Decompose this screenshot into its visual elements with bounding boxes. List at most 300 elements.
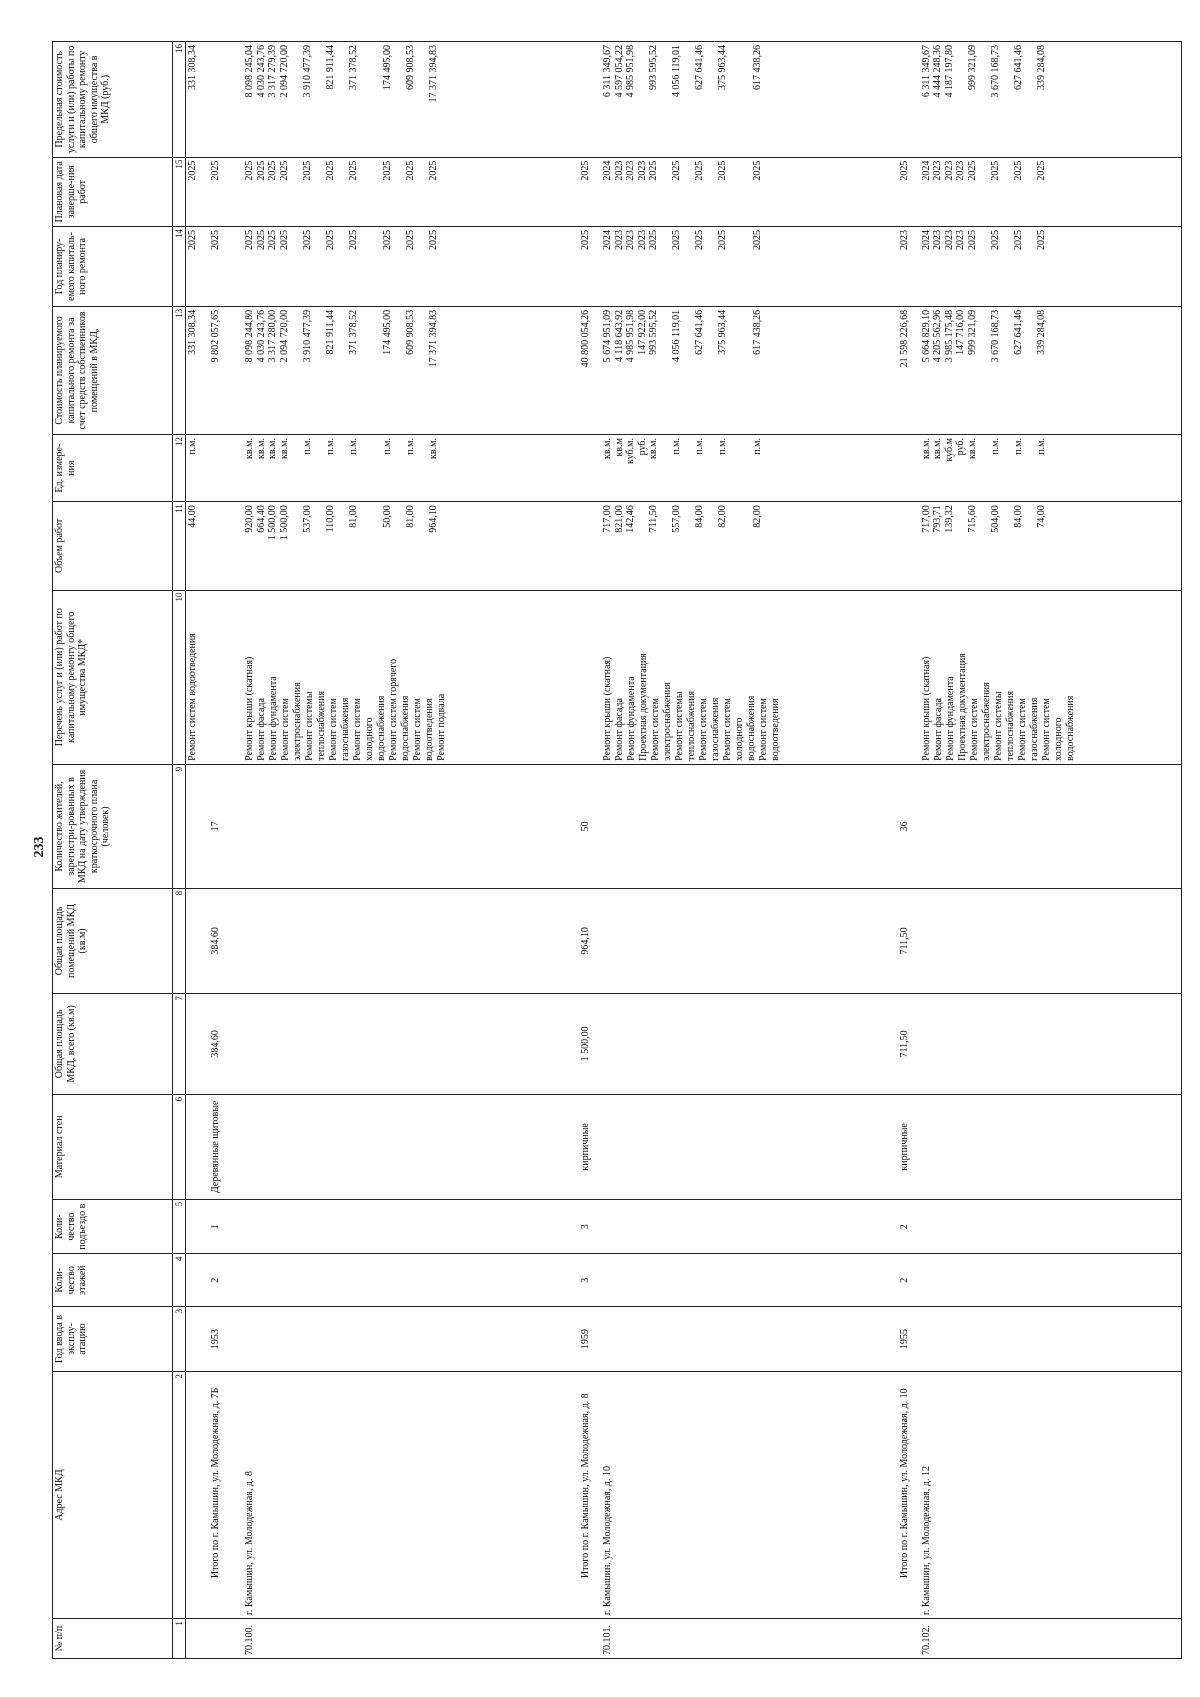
column-number: 10 bbox=[173, 590, 186, 764]
residents: 50 bbox=[579, 764, 601, 888]
empty-cell bbox=[601, 888, 898, 993]
work-name: Ремонт системы bbox=[674, 691, 686, 761]
repair-year: 2025 bbox=[209, 227, 243, 307]
repair-year: 2025 bbox=[278, 230, 290, 251]
repair-plan-table bbox=[52, 41, 1182, 1659]
total-label: Итого по г. Камышин, ул. Молодежная, д. 8 bbox=[579, 1372, 601, 1619]
work-volume: 793,71 bbox=[932, 505, 944, 533]
work-volume: 964,10 bbox=[428, 505, 440, 533]
work-name: Ремонт систем bbox=[412, 698, 424, 761]
wall-material: Деревянные щитовые bbox=[209, 1094, 243, 1199]
column-number: 7 bbox=[173, 993, 186, 1094]
empty-cell bbox=[243, 1094, 579, 1199]
column-header: Стоимость планируемого капитального ремонта за счет средств собственников помещений в МКД, bbox=[53, 306, 173, 434]
work-unit: кв.м. bbox=[966, 438, 978, 459]
limit-cost: 999 321,09 bbox=[966, 45, 978, 90]
area-total: 1 500,00 bbox=[579, 993, 601, 1094]
work-cost: 4 118 643,92 bbox=[613, 309, 625, 362]
empty-cell bbox=[920, 1094, 1178, 1199]
end-date: 2025 bbox=[671, 160, 683, 181]
limit-cost: 339 284,08 bbox=[1035, 45, 1047, 90]
repair-year: 2025 bbox=[1012, 230, 1024, 251]
work-cost: 339 284,08 bbox=[1035, 309, 1047, 355]
work-unit: руб. bbox=[955, 438, 967, 456]
work-name: Ремонт систем bbox=[352, 698, 364, 761]
limit-cost: 993 595,52 bbox=[648, 45, 660, 90]
work-name: холодного bbox=[734, 717, 746, 761]
work-unit: п.м. bbox=[751, 438, 763, 455]
area-total: 711,50 bbox=[898, 993, 920, 1094]
repair-year: 2023 bbox=[943, 230, 955, 251]
work-name: Ремонт систем горячего bbox=[388, 658, 400, 761]
year-built: 1953 bbox=[209, 1307, 243, 1372]
work-name: Ремонт систем bbox=[1016, 698, 1028, 761]
end-date: 2025 bbox=[428, 160, 440, 181]
column-header: Общая площадь МКД, всего (кв.м) bbox=[53, 993, 173, 1094]
work-unit: п.м. bbox=[324, 438, 336, 455]
work-unit-list bbox=[601, 435, 898, 502]
column-header: № п/п bbox=[53, 1619, 173, 1659]
work-volume-list bbox=[601, 502, 898, 590]
work-name: Ремонт систем bbox=[1040, 698, 1052, 761]
total-label: Итого по г. Камышин, ул. Молодежная, д. 7Б bbox=[209, 1372, 243, 1619]
work-unit-list bbox=[920, 435, 1178, 502]
end-date: 2025 bbox=[1012, 160, 1024, 181]
work-cost: 999 321,09 bbox=[966, 309, 978, 355]
column-number: 16 bbox=[173, 42, 186, 158]
work-cost: 371 378,52 bbox=[347, 309, 359, 355]
repair-year: 2023 bbox=[625, 230, 637, 251]
year-built: 1955 bbox=[898, 1307, 920, 1372]
work-unit: п.м. bbox=[1035, 438, 1047, 455]
work-cost: 4 985 951,98 bbox=[625, 309, 637, 363]
work-list bbox=[243, 590, 579, 764]
repair-year: 2024 bbox=[920, 230, 932, 251]
end-date: 2025 bbox=[301, 160, 313, 181]
limit-cost: 4 444 248,36 bbox=[932, 45, 944, 98]
work-cost: 331 308,34 bbox=[186, 306, 210, 434]
work-name: Ремонт систем bbox=[328, 698, 340, 761]
repair-year: 2025 bbox=[267, 230, 279, 251]
limit-cost: 3 910 477,39 bbox=[301, 45, 313, 98]
work-unit: кв.м. bbox=[932, 438, 944, 459]
work-volume: 81,00 bbox=[405, 505, 417, 528]
end-date: 2025 bbox=[324, 160, 336, 181]
empty-cell bbox=[920, 764, 1178, 888]
work-volume: 1 500,00 bbox=[278, 505, 290, 541]
work-unit: п.м. bbox=[301, 438, 313, 455]
work-volume: 920,00 bbox=[244, 505, 256, 533]
work-name: Ремонт систем bbox=[280, 698, 292, 761]
work-unit: п.м. bbox=[382, 438, 394, 455]
repair-year-list bbox=[243, 227, 579, 307]
end-date: 2024 bbox=[920, 160, 932, 181]
work-volume: 82,00 bbox=[751, 505, 763, 528]
limit-cost bbox=[637, 45, 649, 154]
work-name: теплоснабжения bbox=[686, 690, 698, 761]
work-name: Ремонт фундамента bbox=[944, 676, 956, 761]
end-date: 2025 bbox=[1035, 160, 1047, 181]
work-cost: 4 056 119,01 bbox=[671, 309, 683, 362]
work-volume: 81,00 bbox=[347, 505, 359, 528]
total-row bbox=[579, 42, 601, 1659]
column-header: Адрес МКД bbox=[53, 1372, 173, 1619]
total-cost: 9 802 057,65 bbox=[209, 306, 243, 434]
work-name: Ремонт системы bbox=[304, 691, 316, 761]
end-date: 2024 bbox=[602, 160, 614, 181]
table-filler bbox=[1177, 42, 1181, 1659]
column-header: Плановая дата заверше-ния работ bbox=[53, 157, 173, 226]
total-label: Итого по г. Камышин, ул. Молодежная, д. 10 bbox=[898, 1372, 920, 1619]
repair-year: 2023 bbox=[898, 227, 920, 307]
column-header: Год ввода в эксплу-атацию bbox=[53, 1307, 173, 1372]
empty-cell bbox=[920, 1199, 1178, 1254]
work-list bbox=[920, 590, 1178, 764]
empty-cell bbox=[243, 1307, 579, 1372]
work-volume: 557,00 bbox=[671, 505, 683, 533]
end-date: 2025 bbox=[209, 157, 243, 226]
limit-cost: 174 495,00 bbox=[382, 45, 394, 90]
work-cost: 174 495,00 bbox=[382, 309, 394, 355]
column-header: Коли-чество подъездо в bbox=[53, 1199, 173, 1254]
work-volume: 821,00 bbox=[613, 505, 625, 533]
end-date: 2023 bbox=[955, 160, 967, 181]
empty-cell bbox=[243, 993, 579, 1094]
work-name: Ремонт крыши (скатная) bbox=[920, 656, 932, 761]
entrances: 3 bbox=[579, 1199, 601, 1254]
work-name: Ремонт систем водоотведения bbox=[187, 633, 199, 761]
work-cost: 993 595,52 bbox=[648, 309, 660, 355]
work-volume: 711,50 bbox=[648, 505, 660, 533]
work-volume: 44,00 bbox=[186, 502, 210, 590]
work-volume: 84,00 bbox=[694, 505, 706, 528]
work-name: Ремонт систем bbox=[650, 698, 662, 761]
entrances: 2 bbox=[898, 1199, 920, 1254]
repair-year: 2025 bbox=[324, 230, 336, 251]
column-header: Коли-чество этажей bbox=[53, 1254, 173, 1307]
entrances: 1 bbox=[209, 1199, 243, 1254]
repair-year: 2023 bbox=[613, 230, 625, 251]
work-name: электроснабжения bbox=[292, 682, 304, 761]
end-date: 2025 bbox=[898, 157, 920, 226]
repair-year: 2025 bbox=[648, 230, 660, 251]
column-number: 2 bbox=[173, 1372, 186, 1619]
end-date: 2025 bbox=[966, 160, 978, 181]
work-unit: кв.м. bbox=[255, 438, 267, 459]
year-built: 1959 bbox=[579, 1307, 601, 1372]
end-date-list bbox=[920, 157, 1178, 226]
work-name: теплоснабжения bbox=[316, 690, 328, 761]
work-unit: кв.м. bbox=[602, 438, 614, 459]
work-cost: 147 716,00 bbox=[955, 309, 967, 355]
total-row bbox=[898, 42, 920, 1659]
row-number: 70.102. bbox=[920, 1619, 1178, 1659]
limit-cost: 3 317 279,39 bbox=[267, 45, 279, 98]
work-unit: куб.м. bbox=[625, 438, 637, 465]
limit-cost: 8 098 245,04 bbox=[244, 45, 256, 98]
end-date: 2025 bbox=[717, 160, 729, 181]
work-name: Проектная документация bbox=[956, 653, 968, 761]
house-block bbox=[243, 42, 579, 1659]
work-name: Ремонт фундамента bbox=[626, 676, 638, 761]
work-unit: п.м. bbox=[694, 438, 706, 455]
work-volume: 74,00 bbox=[1035, 505, 1047, 528]
work-name: Ремонт фасада bbox=[932, 698, 944, 761]
column-number: 12 bbox=[173, 435, 186, 502]
end-date: 2025 bbox=[244, 160, 256, 181]
work-list bbox=[601, 590, 898, 764]
work-name: водоотведения bbox=[424, 698, 436, 761]
empty-cell bbox=[601, 993, 898, 1094]
repair-year: 2025 bbox=[1035, 230, 1047, 251]
repair-year: 2025 bbox=[255, 230, 267, 251]
work-volume: 142,46 bbox=[625, 505, 637, 533]
column-number: 1 bbox=[173, 1619, 186, 1659]
column-number: 9 bbox=[173, 764, 186, 888]
limit-cost: 6 311 349,67 bbox=[602, 45, 614, 98]
house-block bbox=[601, 42, 898, 1659]
repair-year-list bbox=[920, 227, 1178, 307]
end-date: 2023 bbox=[636, 160, 648, 181]
work-volume: 110,00 bbox=[324, 505, 336, 533]
work-cost: 821 911,44 bbox=[324, 309, 336, 355]
work-unit: п.м. bbox=[989, 438, 1001, 455]
work-name: Проектная документация bbox=[638, 653, 650, 761]
house-address: г. Камышин, ул. Молодежная, д. 8 bbox=[243, 1372, 579, 1619]
empty-cell bbox=[920, 888, 1178, 993]
empty-cell bbox=[601, 1199, 898, 1254]
work-volume: 1 500,00 bbox=[267, 505, 279, 541]
limit-cost: 4 187 197,80 bbox=[943, 45, 955, 98]
repair-year: 2023 bbox=[932, 230, 944, 251]
column-number: 15 bbox=[173, 157, 186, 226]
limit-cost: 609 908,53 bbox=[405, 45, 417, 90]
area-rooms: 711,50 bbox=[898, 888, 920, 993]
column-number: 6 bbox=[173, 1094, 186, 1199]
column-number: 11 bbox=[173, 502, 186, 590]
work-unit: п.м. bbox=[671, 438, 683, 455]
work-name: газоснабжения bbox=[340, 697, 352, 761]
repair-year: 2025 bbox=[301, 230, 313, 251]
work-volume: 504,00 bbox=[989, 505, 1001, 533]
column-number: 5 bbox=[173, 1199, 186, 1254]
limit-cost: 371 378,52 bbox=[347, 45, 359, 90]
end-date: 2023 bbox=[943, 160, 955, 181]
work-name: газоснабжения bbox=[710, 697, 722, 761]
limit-cost: 4 597 054,22 bbox=[613, 45, 625, 98]
repair-year: 2025 bbox=[989, 230, 1001, 251]
limit-cost-list bbox=[920, 42, 1178, 158]
work-name: электроснабжения bbox=[662, 682, 674, 761]
work-name: Ремонт подвала bbox=[436, 693, 448, 761]
end-date: 2025 bbox=[648, 160, 660, 181]
work-name: Ремонт фундамента bbox=[268, 676, 280, 761]
end-date: 2025 bbox=[255, 160, 267, 181]
work-cost: 17 371 394,83 bbox=[428, 309, 440, 368]
wall-material: кирпичные bbox=[579, 1094, 601, 1199]
end-date: 2025 bbox=[278, 160, 290, 181]
repair-year: 2025 bbox=[966, 230, 978, 251]
empty-cell bbox=[601, 1254, 898, 1307]
work-unit: кв.м. bbox=[267, 438, 279, 459]
work-cost: 627 641,46 bbox=[1012, 309, 1024, 355]
repair-year: 2025 bbox=[694, 230, 706, 251]
limit-cost: 617 438,26 bbox=[751, 45, 763, 90]
work-volume bbox=[955, 505, 967, 586]
repair-year: 2025 bbox=[751, 230, 763, 251]
work-cost: 4 205 562,96 bbox=[932, 309, 944, 363]
empty-cell bbox=[601, 1307, 898, 1372]
wall-material: кирпичные bbox=[898, 1094, 920, 1199]
work-unit-list bbox=[243, 435, 579, 502]
work-cost: 627 641,46 bbox=[694, 309, 706, 355]
repair-year: 2025 bbox=[382, 230, 394, 251]
work-name: холодного bbox=[364, 717, 376, 761]
end-date: 2025 bbox=[186, 157, 210, 226]
work-cost: 147 922,00 bbox=[636, 309, 648, 355]
empty-cell bbox=[243, 1199, 579, 1254]
work-name: водоотведения bbox=[770, 698, 782, 761]
end-date: 2025 bbox=[267, 160, 279, 181]
end-date: 2025 bbox=[989, 160, 1001, 181]
repair-year: 2025 bbox=[347, 230, 359, 251]
limit-cost: 17 371 394,83 bbox=[428, 45, 440, 103]
work-name: газоснабжения bbox=[1028, 697, 1040, 761]
limit-cost: 627 641,46 bbox=[1012, 45, 1024, 90]
limit-cost: 375 963,44 bbox=[717, 45, 729, 90]
column-number: 8 bbox=[173, 888, 186, 993]
limit-cost: 4 056 119,01 bbox=[671, 45, 683, 98]
work-volume: 717,00 bbox=[920, 505, 932, 533]
column-number: 3 bbox=[173, 1307, 186, 1372]
end-date: 2023 bbox=[613, 160, 625, 181]
work-name: водоснабжения bbox=[376, 695, 388, 761]
page-number: 233 bbox=[32, 836, 47, 858]
work-volume: 715,60 bbox=[966, 505, 978, 533]
empty-cell bbox=[601, 764, 898, 888]
empty-cell bbox=[920, 993, 1178, 1094]
work-cost: 2 094 720,00 bbox=[278, 309, 290, 363]
repair-year: 2025 bbox=[671, 230, 683, 251]
repair-year: 2024 bbox=[602, 230, 614, 251]
column-header: Общая площадь помещений МКД (кв.м) bbox=[53, 888, 173, 993]
row-number: 70.100. bbox=[243, 1619, 579, 1659]
work-unit: кв.м. bbox=[278, 438, 290, 459]
limit-cost: 4 985 951,98 bbox=[625, 45, 637, 98]
work-volume bbox=[637, 505, 649, 586]
empty-cell bbox=[920, 1307, 1178, 1372]
work-unit: руб. bbox=[636, 438, 648, 456]
column-header: Объем работ bbox=[53, 502, 173, 590]
work-cost: 8 098 244,80 bbox=[244, 309, 256, 363]
residents: 17 bbox=[209, 764, 243, 888]
floors: 3 bbox=[579, 1254, 601, 1307]
column-number: 14 bbox=[173, 227, 186, 307]
work-unit: кв.м. bbox=[920, 438, 932, 459]
end-date: 2023 bbox=[932, 160, 944, 181]
work-name: Ремонт систем bbox=[698, 698, 710, 761]
table-header bbox=[53, 42, 186, 1659]
work-unit: кв.м. bbox=[648, 438, 660, 459]
empty-cell bbox=[243, 1254, 579, 1307]
empty-cell bbox=[243, 764, 579, 888]
work-cost: 4 030 243,76 bbox=[255, 309, 267, 363]
limit-cost: 2 094 720,00 bbox=[278, 45, 290, 98]
total-cost: 21 598 226,68 bbox=[898, 306, 920, 434]
end-date: 2023 bbox=[625, 160, 637, 181]
work-volume: 664,40 bbox=[255, 505, 267, 533]
work-name: теплоснабжения bbox=[1004, 690, 1016, 761]
table-row bbox=[186, 42, 210, 1659]
limit-cost: 3 670 168,73 bbox=[989, 45, 1001, 98]
column-header: Ед. измере-ния bbox=[53, 435, 173, 502]
work-unit: п.м. bbox=[405, 438, 417, 455]
total-cost: 40 800 054,26 bbox=[579, 306, 601, 434]
work-name: водоснабжения bbox=[1064, 695, 1076, 761]
work-name: электроснабжения bbox=[980, 682, 992, 761]
work-unit: кв.м. bbox=[244, 438, 256, 459]
column-header: Материал стен bbox=[53, 1094, 173, 1199]
work-volume: 537,00 bbox=[301, 505, 313, 533]
end-date: 2025 bbox=[405, 160, 417, 181]
work-volume: 82,00 bbox=[717, 505, 729, 528]
end-date-list bbox=[601, 157, 898, 226]
work-name: Ремонт фасада bbox=[256, 698, 268, 761]
work-cost: 5 664 829,10 bbox=[920, 309, 932, 363]
work-cost-list bbox=[920, 306, 1178, 434]
residents: 36 bbox=[898, 764, 920, 888]
work-name: Ремонт систем bbox=[758, 698, 770, 761]
end-date: 2025 bbox=[382, 160, 394, 181]
floors: 2 bbox=[209, 1254, 243, 1307]
work-volume-list bbox=[243, 502, 579, 590]
column-header: Перечень услуг и (или) работ по капитальному ремонту общего имущества МКД* bbox=[53, 590, 173, 764]
work-cost: 3 985 175,48 bbox=[943, 309, 955, 363]
work-unit: п.м. bbox=[1012, 438, 1024, 455]
total-row bbox=[209, 42, 243, 1659]
limit-cost bbox=[955, 45, 967, 154]
limit-cost: 627 641,46 bbox=[694, 45, 706, 90]
end-date: 2025 bbox=[694, 160, 706, 181]
work-cost-list bbox=[243, 306, 579, 434]
work-unit: п.м. bbox=[347, 438, 359, 455]
work-name: Ремонт систем bbox=[968, 698, 980, 761]
floors: 2 bbox=[898, 1254, 920, 1307]
work-name: холодного bbox=[1052, 717, 1064, 761]
empty-cell bbox=[601, 1094, 898, 1199]
limit-cost: 821 911,44 bbox=[324, 45, 336, 90]
work-unit: п.м. bbox=[717, 438, 729, 455]
work-volume: 50,00 bbox=[382, 505, 394, 528]
work-name: Ремонт крыши (скатная) bbox=[602, 656, 614, 761]
end-date: 2025 bbox=[347, 160, 359, 181]
work-unit: п.м. bbox=[186, 435, 210, 502]
limit-cost: 331 308,34 bbox=[186, 42, 210, 158]
column-header: Предельная стоимость услуги и (или) работы по капитальному ремонту общего имущества в МКД (руб.) bbox=[53, 42, 173, 158]
column-number: 13 bbox=[173, 306, 186, 434]
work-cost: 375 963,44 bbox=[717, 309, 729, 355]
house-address: г. Камышин, ул. Молодежная, д. 12 bbox=[920, 1372, 1178, 1619]
repair-year: 2025 bbox=[579, 227, 601, 307]
work-unit: кв.м bbox=[613, 438, 625, 457]
work-name: Ремонт системы bbox=[992, 691, 1004, 761]
house-block bbox=[920, 42, 1178, 1659]
limit-cost-list bbox=[601, 42, 898, 158]
repair-year: 2025 bbox=[244, 230, 256, 251]
column-header: Количество жителей, зарегистри-рованных в МКД на дату утверждения краткосрочного плана (человек) bbox=[53, 764, 173, 888]
house-address: г. Камышин, ул. Молодежная, д. 10 bbox=[601, 1372, 898, 1619]
work-name: Ремонт фасада bbox=[614, 698, 626, 761]
